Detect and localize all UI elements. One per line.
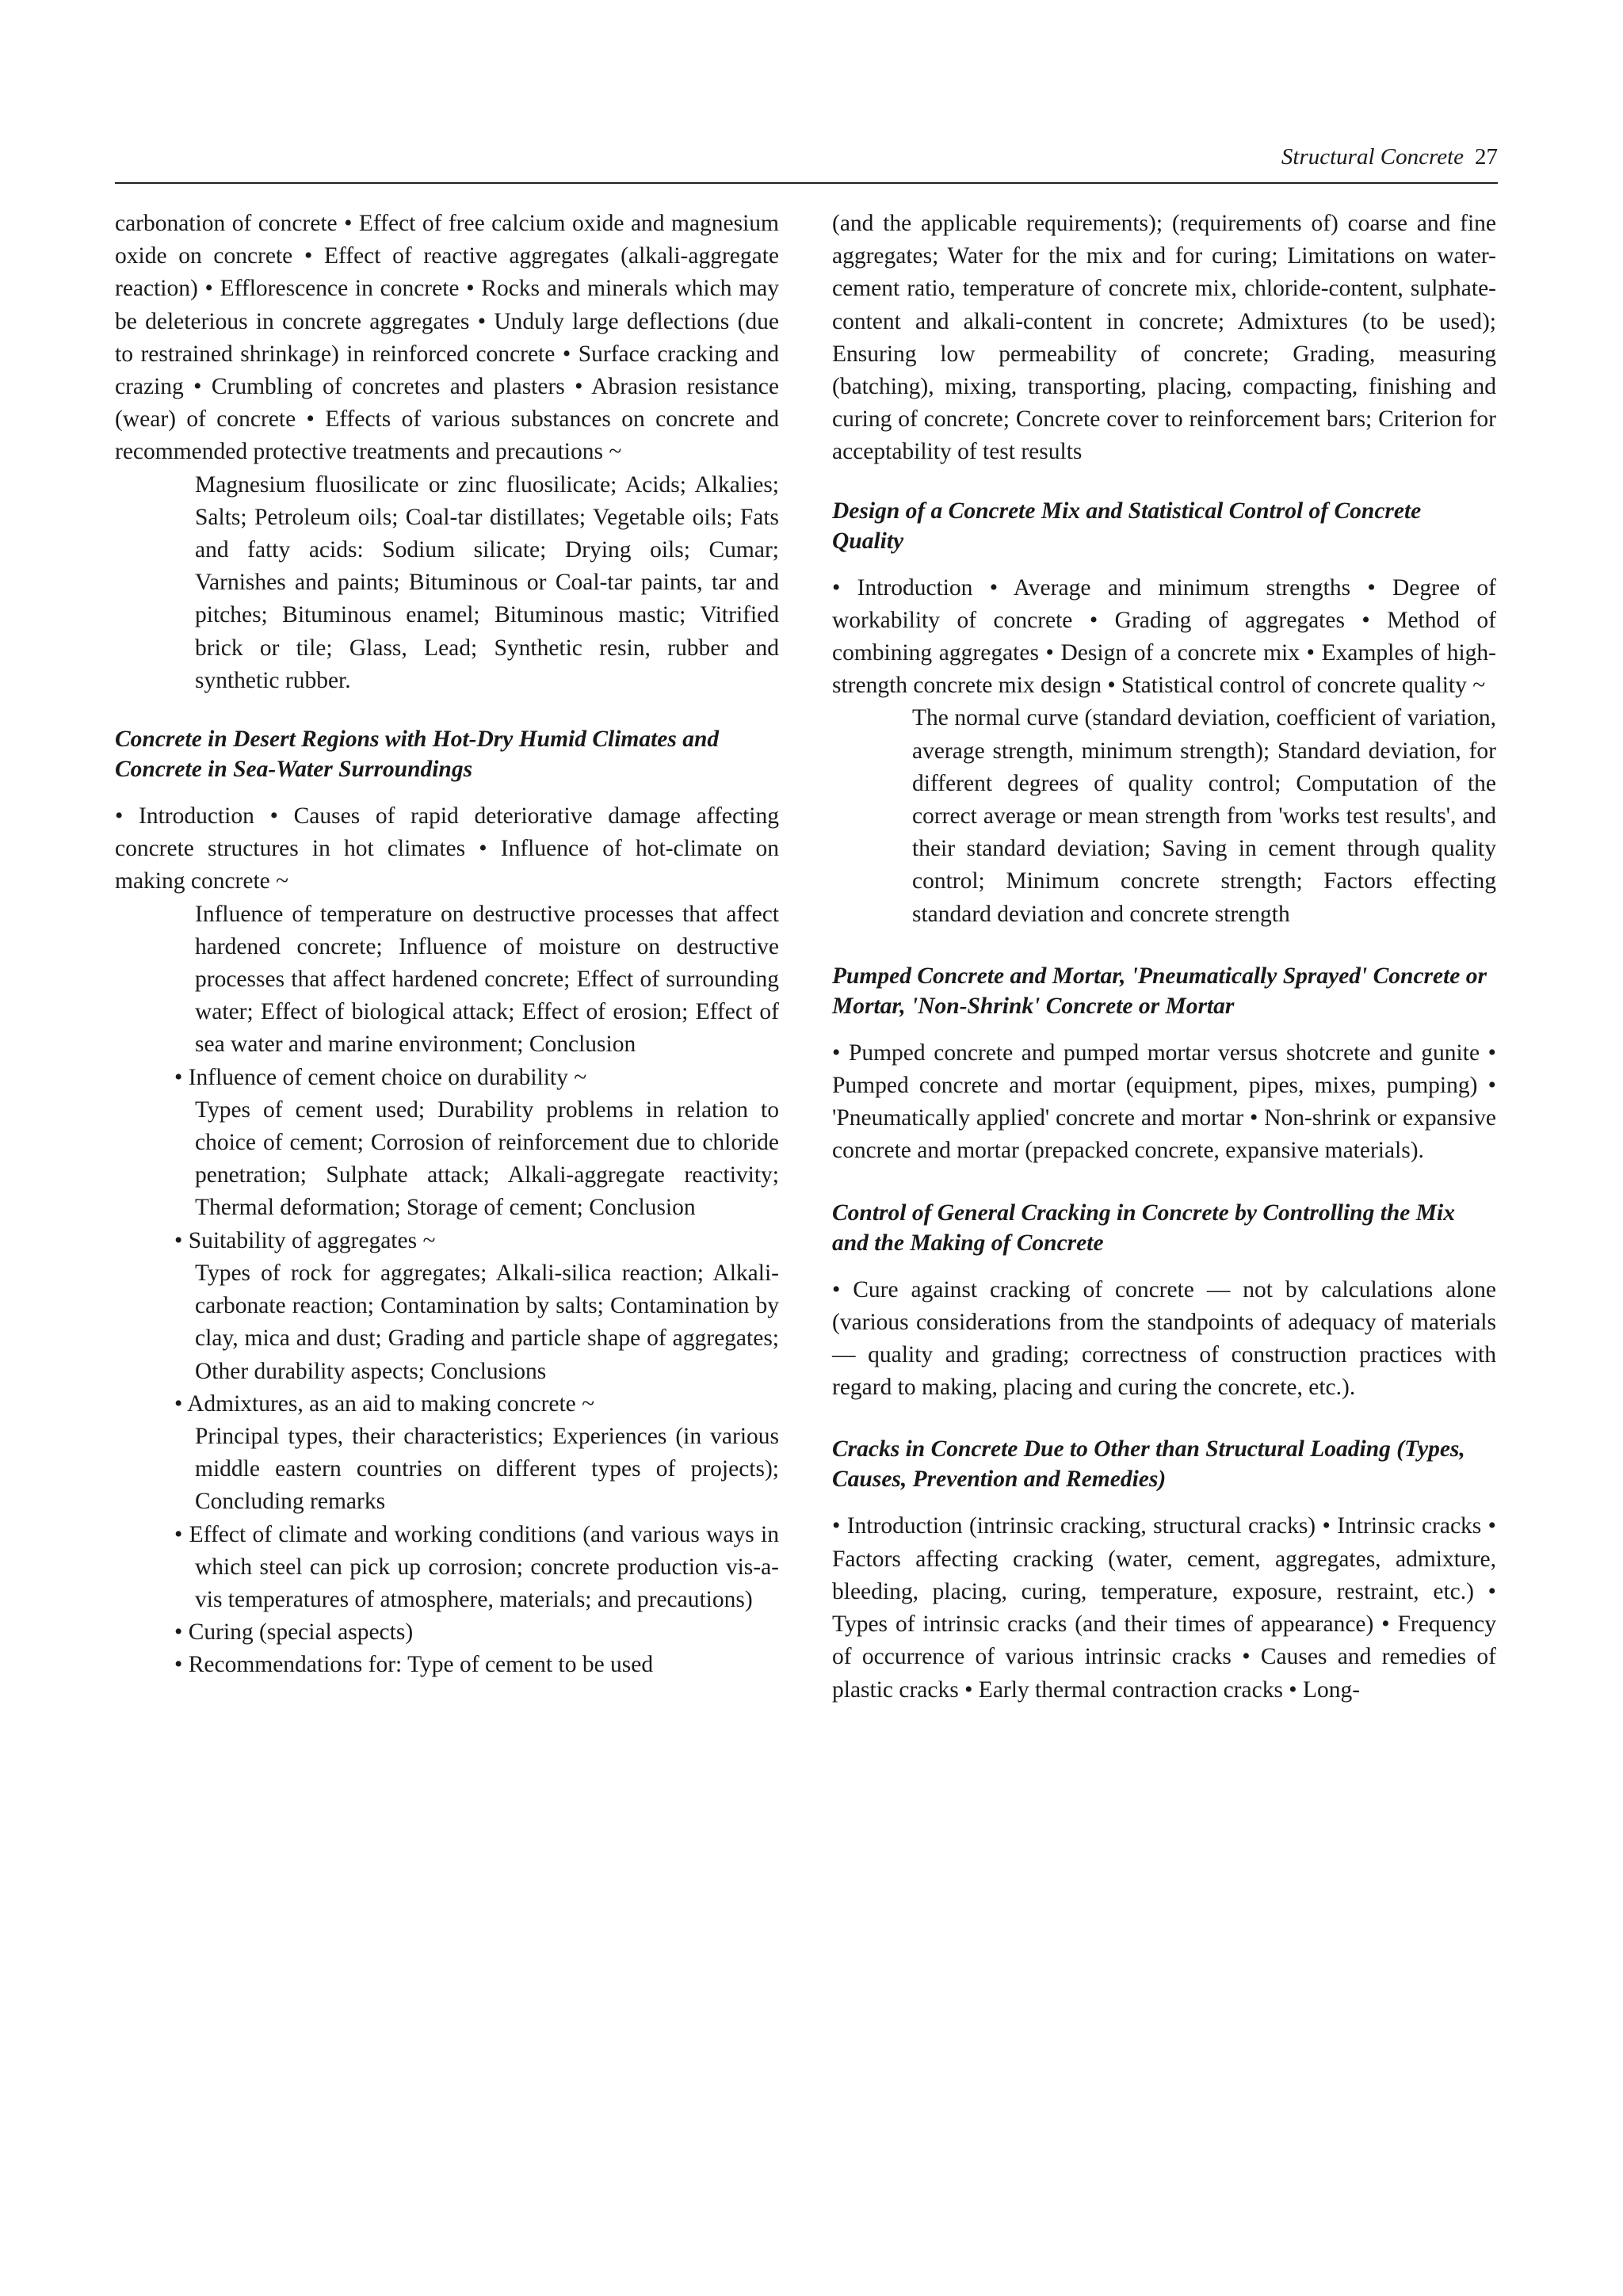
bullet-recommendations: • Recommendations for: Type of cement to be used [174, 1652, 654, 1678]
left-column [115, 208, 779, 1682]
paragraph-pumped-concrete-topics: • Pumped concrete and pumped mortar versus shotcrete and gunite • Pumped concrete and mortar (equipment, pipes, mixes, pumping) • 'Pneumatically applied' concrete and mortar • Non-shrink or expansive concrete and mortar (prepacked concrete, expansive materials). [832, 1039, 1496, 1164]
running-title: Structural Concrete [1281, 144, 1464, 170]
paragraph-statistical-control: The normal curve (standard deviation, coefficient of variation, average strength, minimum strength); Standard deviation, for different degrees of quality control; Computation of the correct average or mean strength from 'works test results', and their standard deviation; Saving in cement through quality control; Minimum concrete strength; Factors effecting standard deviation and concrete strength [912, 705, 1496, 927]
paragraph-cracks-topics: • Introduction (intrinsic cracking, structural cracks) • Intrinsic cracks • Factors affecting cracking (water, cement, aggregates, admixture, bleeding, placing, curing, temperature, exposure, restraint, etc.) • Types of intrinsic cracks (and their times of appearance) • Frequency of occurrence of various intrinsic cracks • Causes and remedies of plastic cracks • Early thermal contraction cracks • Long- [832, 1513, 1496, 1703]
page-header [115, 141, 1498, 184]
paragraph-mix-design-topics: • Introduction • Average and minimum strengths • Degree of workability of concrete • Grading of aggregates • Method of combining aggregates • Design of a concrete mix • Examples of high-strength concrete mix design • Statistical control of concrete quality ~ [832, 574, 1496, 699]
running-head [1281, 144, 1498, 170]
section-heading-mix-design: Design of a Concrete Mix and Statistical Control of Concrete Quality [832, 498, 1422, 554]
section-heading-pumped-concrete: Pumped Concrete and Mortar, 'Pneumatically Sprayed' Concrete or Mortar, 'Non-Shrink' Concrete or Mortar [832, 963, 1487, 1019]
paragraph-protective-treatments: Magnesium fluosilicate or zinc fluosilicate; Acids; Alkalies; Salts; Petroleum oils; Coal-tar distillates; Vegetable oils; Fats and fatty acids: Sodium silicate; Drying oils; Cumar; Varnishes and paints; Bituminous or Coal-tar paints, tar and pitches; Bituminous enamel; Bituminous mastic; Vitrified brick or tile; Glass, Lead; Synthetic resin, rubber and synthetic rubber. [195, 471, 779, 693]
bullet-cement-choice: • Influence of cement choice on durability ~ [174, 1064, 587, 1090]
paragraph-requirements-continued: (and the applicable requirements); (requirements of) coarse and fine aggregates; Water for the mix and for curing; Limitations on water-cement ratio, temperature of concrete mix, chloride-content, sulphate-content and alkali-content in concrete; Admixtures (to be used); Ensuring low permeability of concrete; Grading, measuring (batching), mixing, transporting, placing, compacting, finishing and curing of concrete; Concrete cover to reinforcement bars; Criterion for acceptability of test results [832, 211, 1496, 465]
section-heading-general-cracking: Control of General Cracking in Concrete by Controlling the Mix and the Making of Concrete [832, 1199, 1455, 1256]
paragraph-admixture-details: Principal types, their characteristics; Experiences (in various middle eastern countries on different types of projects); Concluding remarks [195, 1423, 779, 1515]
bullet-aggregates: • Suitability of aggregates ~ [174, 1227, 436, 1253]
paragraph-aggregate-details: Types of rock for aggregates; Alkali-silica reaction; Alkali-carbonate reaction; Contamination by salts; Contamination by clay, mica and dust; Grading and particle shape of aggregates; Other durability aspects; Conclusions [195, 1260, 779, 1384]
bullet-climate-effect: • Effect of climate and working conditions (and various ways in which steel can pick up corrosion; concrete production vis-a-vis temperatures of atmosphere, materials; and precautions) [174, 1521, 779, 1612]
bullet-curing: • Curing (special aspects) [174, 1619, 414, 1646]
paragraph-cement-details: Types of cement used; Durability problems in relation to choice of cement; Corrosion of reinforcement due to chloride penetration; Sulphate attack; Alkali-aggregate reactivity; Thermal deformation; Storage of cement; Conclusion [195, 1097, 779, 1221]
right-column [832, 208, 1496, 1707]
bullet-admixtures: • Admixtures, as an aid to making concrete ~ [174, 1390, 595, 1417]
page-number: 27 [1475, 144, 1498, 170]
paragraph-hot-climate-intro: • Introduction • Causes of rapid deteriorative damage affecting concrete structures in hot climates • Influence of hot-climate on making concrete ~ [115, 803, 779, 894]
section-heading-desert-regions: Concrete in Desert Regions with Hot-Dry Humid Climates and Concrete in Sea-Water Surroundings [115, 727, 720, 783]
paragraph-temperature-influence: Influence of temperature on destructive processes that affect hardened concrete; Influence of moisture on destructive processes that affect hardened concrete; Effect of surrounding water; Effect of biological attack; Effect of erosion; Effect of sea water and marine environment; Conclusion [195, 901, 779, 1058]
paragraph-deterioration-topics: carbonation of concrete • Effect of free calcium oxide and magnesium oxide on concrete • Effect of reactive aggregates (alkali-aggregate reaction) • Efflorescence in concrete • Rocks and minerals which may be deleterious in concrete aggregates • Unduly large deflections (due to restrained shrinkage) in reinforced concrete • Surface cracking and crazing • Crumbling of concretes and plasters • Abrasion resistance (wear) of concrete • Effects of various substances on concrete and recommended protective treatments and precautions ~ [115, 211, 779, 465]
section-heading-cracks: Cracks in Concrete Due to Other than Structural Loading (Types, Causes, Prevention and Remedies) [832, 1436, 1465, 1493]
paragraph-general-cracking: • Cure against cracking of concrete — not by calculations alone (various considerations from the standpoints of adequacy of materials — quality and grading; correctness of construction practices with regard to making, placing and curing the concrete, etc.). [832, 1276, 1496, 1401]
